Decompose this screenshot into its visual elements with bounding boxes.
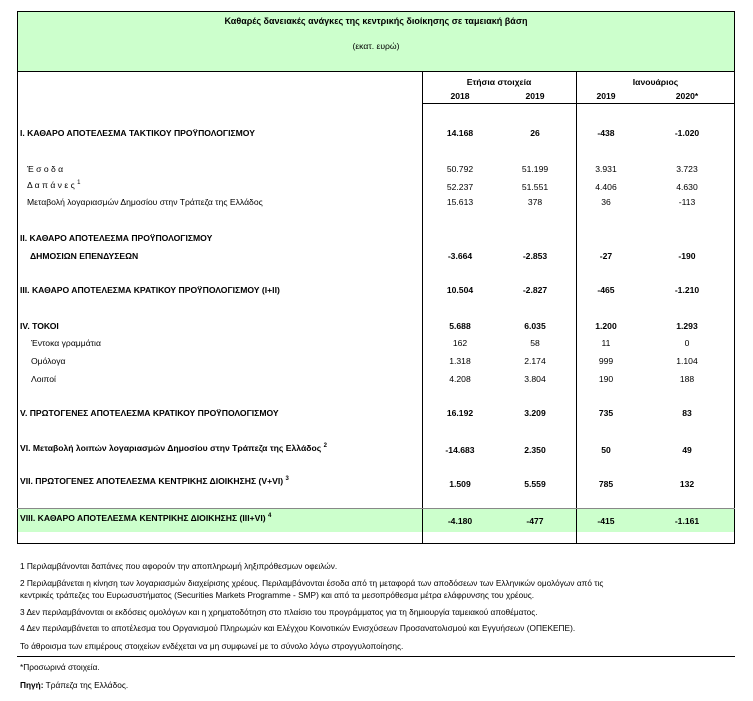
header-separator <box>422 103 735 104</box>
cell: 162 <box>452 338 468 348</box>
source-text: Τράπεζα της Ελλάδος. <box>45 680 129 690</box>
source-label: Πηγή: <box>20 680 44 690</box>
cell: 3.931 <box>595 164 617 174</box>
total-row-top-line <box>17 508 735 509</box>
year-header: 2019 <box>596 91 616 101</box>
cell: 132 <box>679 479 695 489</box>
cell: 190 <box>598 374 614 384</box>
footnote: 3 Δεν περιλαμβάνονται οι εκδόσεις ομολόγων και η χρηματοδότηση στο πλαίσιο του προγράμματος για τη δημιουργία ταμειακού αποθέματος. <box>20 607 538 617</box>
row-label: Έ σ ο δ α <box>27 164 64 174</box>
cell: 4.630 <box>676 182 698 192</box>
cell: -2.853 <box>522 251 548 261</box>
cell: 15.613 <box>446 197 474 207</box>
cell: 1.318 <box>449 356 471 366</box>
provisional-note: *Προσωρινά στοιχεία. <box>20 662 100 672</box>
cell: -14.683 <box>445 445 475 455</box>
cell: -1.020 <box>674 128 700 138</box>
row-label: ΔΗΜΟΣΙΩΝ ΕΠΕΝΔΥΣΕΩΝ <box>30 251 139 261</box>
footnote-marker: 2 <box>323 443 327 450</box>
cell: 52.237 <box>446 182 474 192</box>
cell: 4.208 <box>449 374 471 384</box>
cell: 16.192 <box>446 408 474 418</box>
cell: -1.210 <box>674 285 700 295</box>
cell: 378 <box>527 197 543 207</box>
footnote: Το άθροισμα των επιμέρους στοιχείων ενδέχεται να μη συμφωνεί με το σύνολο λόγω στρογγυλοποίησης. <box>20 641 404 651</box>
row-label: Ομόλογα <box>31 356 66 366</box>
cell: 6.035 <box>524 321 546 331</box>
cell: 14.168 <box>446 128 474 138</box>
cell: 51.199 <box>521 164 549 174</box>
cell: 5.559 <box>524 479 546 489</box>
footnote: 1 Περιλαμβάνονται δαπάνες που αφορούν την αποπληρωμή ληξιπρόθεσμων οφειλών. <box>20 561 338 571</box>
year-header: 2020* <box>675 91 699 101</box>
cell: -415 <box>597 516 615 526</box>
cell: 11 <box>601 338 611 348</box>
cell: 50.792 <box>446 164 474 174</box>
row-label: IV. ΤΟΚΟΙ <box>20 321 59 331</box>
row-label: I. ΚΑΘΑΡΟ ΑΠΟΤΕΛΕΣΜΑ ΤΑΚΤΙΚΟΥ ΠΡΟΫΠΟΛΟΓΙΣΜΟΥ <box>20 128 255 138</box>
cell: 51.551 <box>521 182 549 192</box>
cell: 735 <box>598 408 614 418</box>
cell: 1.104 <box>676 356 698 366</box>
group-header-january: Ιανουάριος <box>632 77 679 87</box>
cell: -2.827 <box>522 285 548 295</box>
cell: 50 <box>601 445 611 455</box>
cell: 1.293 <box>676 321 698 331</box>
row-label <box>20 443 327 454</box>
table-border-right <box>734 11 735 544</box>
footnote: κεντρικές τράπεζες του Ευρωσυστήματος (Securities Markets Programme - SMP) και από τα μεσοπρόθεσμα μέτρα ελάφρυνσης του χρέους. <box>20 590 535 600</box>
table-border-top <box>17 11 735 12</box>
cell: 26 <box>530 128 540 138</box>
cell: -4.180 <box>447 516 473 526</box>
cell: 999 <box>598 356 614 366</box>
cell: -1.161 <box>674 516 700 526</box>
cell: -465 <box>597 285 615 295</box>
cell: -190 <box>678 251 696 261</box>
footnote-marker: 3 <box>285 476 289 483</box>
cell: 3.723 <box>676 164 698 174</box>
cell: -3.664 <box>447 251 473 261</box>
year-header: 2018 <box>450 91 470 101</box>
cell: 188 <box>679 374 695 384</box>
row-label: Έντοκα γραμμάτια <box>31 338 101 348</box>
cell: 2.174 <box>524 356 546 366</box>
table-title: Καθαρές δανειακές ανάγκες της κεντρικής διοίκησης σε ταμειακή βάση <box>224 16 528 26</box>
group-header-annual: Ετήσια στοιχεία <box>466 77 532 87</box>
row-label <box>27 180 80 191</box>
row-label-text: VII. ΠΡΩΤΟΓΕΝΕΣ ΑΠΟΤΕΛΕΣΜΑ ΚΕΝΤΡΙΚΗΣ ΔΙΟΙΚΗΣΗΣ (V+VI) <box>20 476 284 486</box>
row-label: Λοιποί <box>31 374 56 384</box>
title-separator <box>17 71 735 72</box>
unit-label: (εκατ. ευρώ) <box>352 41 400 51</box>
row-label: V. ΠΡΩΤΟΓΕΝΕΣ ΑΠΟΤΕΛΕΣΜΑ ΚΡΑΤΙΚΟΥ ΠΡΟΫΠΟΛΟΓΙΣΜΟΥ <box>20 408 279 418</box>
cell: 3.209 <box>524 408 546 418</box>
cell: 83 <box>682 408 692 418</box>
row-label: Μεταβολή λογαριασμών Δημοσίου στην Τράπεζα της Ελλάδος <box>27 197 263 207</box>
cell: 10.504 <box>446 285 474 295</box>
cell: -477 <box>526 516 544 526</box>
cell: 785 <box>598 479 614 489</box>
column-separator <box>422 71 423 544</box>
cell: 1.200 <box>595 321 617 331</box>
source-line <box>20 680 128 691</box>
table-border-left <box>17 11 18 544</box>
row-label: II. ΚΑΘΑΡΟ ΑΠΟΤΕΛΕΣΜΑ ΠΡΟΫΠΟΛΟΓΙΣΜΟΥ <box>20 233 213 243</box>
footnote-separator <box>17 656 735 657</box>
row-label-text: VIII. ΚΑΘΑΡΟ ΑΠΟΤΕΛΕΣΜΑ ΚΕΝΤΡΙΚΗΣ ΔΙΟΙΚΗΣΗΣ (III+VI) <box>20 513 266 523</box>
footnote: 4 Δεν περιλαμβάνεται το αποτέλεσμα του Οργανισμού Πληρωμών και Ελέγχου Κοινοτικών Ενισχύσεων Προσανατολισμού και Εγγυήσεων (ΟΠΕΚΕΠΕ). <box>20 623 576 633</box>
row-label-text: VI. Μεταβολή λοιπών λογαριασμών Δημοσίου στην Τράπεζα της Ελλάδος <box>20 443 322 453</box>
year-header: 2019 <box>525 91 545 101</box>
cell: 1.509 <box>449 479 471 489</box>
cell: 49 <box>682 445 692 455</box>
cell: 4.406 <box>595 182 617 192</box>
cell: 5.688 <box>449 321 471 331</box>
table-border-bottom <box>17 543 735 544</box>
row-label <box>20 476 289 487</box>
footnote-marker: 1 <box>77 180 81 187</box>
footnote-marker: 4 <box>267 513 272 520</box>
cell: 3.804 <box>524 374 546 384</box>
row-label <box>20 513 271 524</box>
cell: -113 <box>678 197 696 207</box>
column-separator <box>576 71 577 544</box>
cell: 58 <box>530 338 540 348</box>
cell: -438 <box>597 128 615 138</box>
cell: 0 <box>684 338 690 348</box>
row-label-text: Δ α π ά ν ε ς <box>27 180 75 190</box>
cell: -27 <box>599 251 613 261</box>
cell: 36 <box>601 197 611 207</box>
row-label: III. ΚΑΘΑΡΟ ΑΠΟΤΕΛΕΣΜΑ ΚΡΑΤΙΚΟΥ ΠΡΟΫΠΟΛΟΓΙΣΜΟΥ (I+II) <box>20 285 280 295</box>
cell: 2.350 <box>524 445 546 455</box>
footnote: 2 Περιλαμβάνεται η κίνηση των λογαριασμών διαχείρισης χρέους. Περιλαμβάνονται έσοδα από τη μεταφορά των αποδόσεων των Ελληνικών ομολόγων από τις <box>20 578 604 588</box>
